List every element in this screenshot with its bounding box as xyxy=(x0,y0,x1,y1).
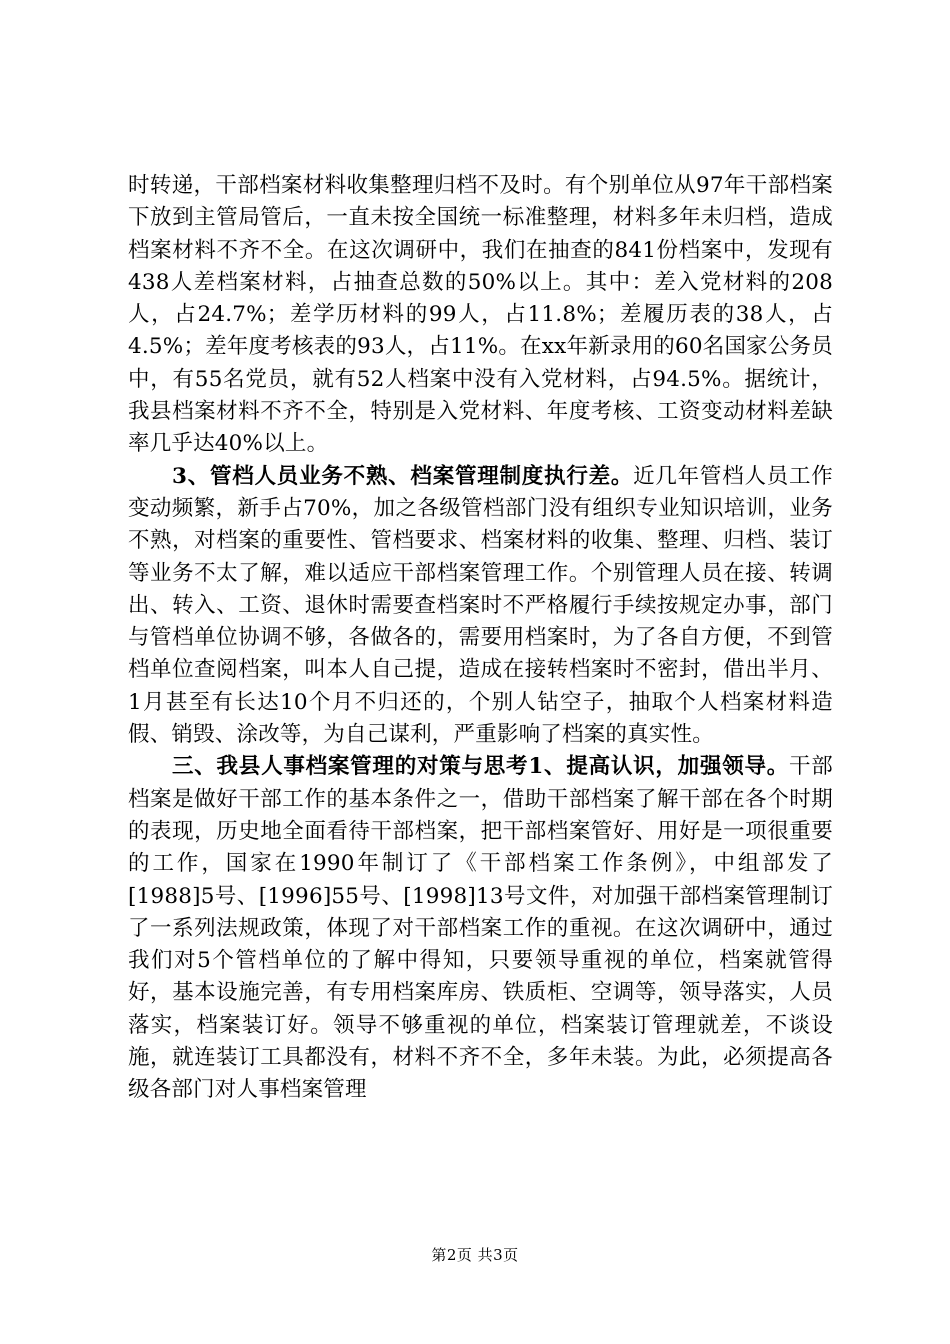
paragraph-3 xyxy=(128,751,833,1106)
paragraph-2 xyxy=(128,461,833,752)
page-number-label: 第2页 共3页 xyxy=(431,1246,519,1264)
paragraph-3-heading: 三、我县人事档案管理的对策与思考1、提高认识，加强领导。 xyxy=(172,754,790,780)
page-footer xyxy=(0,1244,950,1265)
paragraph-1-text: 时转递，干部档案材料收集整理归档不及时。有个别单位从97年干部档案下放到主管局管后，一直未按全国统一标准整理，材料多年未归档，造成档案材料不齐不全。在这次调研中，我们在抽查的841份档案中，发现有438人差档案材料，占抽查总数的50%以上。其中：差入党材料的208人，占24.7%；差学历材料的99人，占11.8%；差履历表的38人，占4.5%；差年度考核表的93人，占11%。在xx年新录用的60名国家公务员中，有55名党员，就有52人档案中没有入党材料，占94.5%。据统计，我县档案材料不齐不全，特别是入党材料、年度考核、工资变动材料差缺率几乎达40%以上。 xyxy=(128,173,833,457)
paragraph-2-heading: 3、管档人员业务不熟、档案管理制度执行差。 xyxy=(172,463,634,489)
paragraph-1 xyxy=(128,170,833,461)
document-body xyxy=(128,170,833,1107)
paragraph-3-text: 干部档案是做好干部工作的基本条件之一，借助干部档案了解干部在各个时期的表现，历史地全面看待干部档案，把干部档案管好、用好是一项很重要的工作，国家在1990年制订了《干部档案工作条例》，中组部发了[1988]5号、[1996]55号、[1998]13号文件，对加强干部档案管理制订了一系列法规政策，体现了对干部档案工作的重视。在这次调研中，通过我们对5个管档单位的了解中得知，只要领导重视的单位，档案就管得好，基本设施完善，有专用档案库房、铁质柜、空调等，领导落实，人员落实，档案装订好。领导不够重视的单位，档案装订管理就差，不谈设施，就连装订工具都没有，材料不齐不全，多年未装。为此，必须提高各级各部门对人事档案管理 xyxy=(128,754,834,1103)
paragraph-2-text: 近几年管档人员工作变动频繁，新手占70%，加之各级管档部门没有组织专业知识培训，业务不熟，对档案的重要性、管档要求、档案材料的收集、整理、归档、装订等业务不太了解，难以适应干部档案管理工作。个别管理人员在接、转调出、转入、工资、退休时需要查档案时不严格履行手续按规定办事，部门与管档单位协调不够，各做各的，需要用档案时，为了各自方便，不到管档单位查阅档案，叫本人自己提，造成在接转档案时不密封，借出半月、1月甚至有长达10个月不归还的，个别人钻空子，抽取个人档案材料造假、销毁、涂改等，为自己谋利，严重影响了档案的真实性。 xyxy=(128,463,833,748)
